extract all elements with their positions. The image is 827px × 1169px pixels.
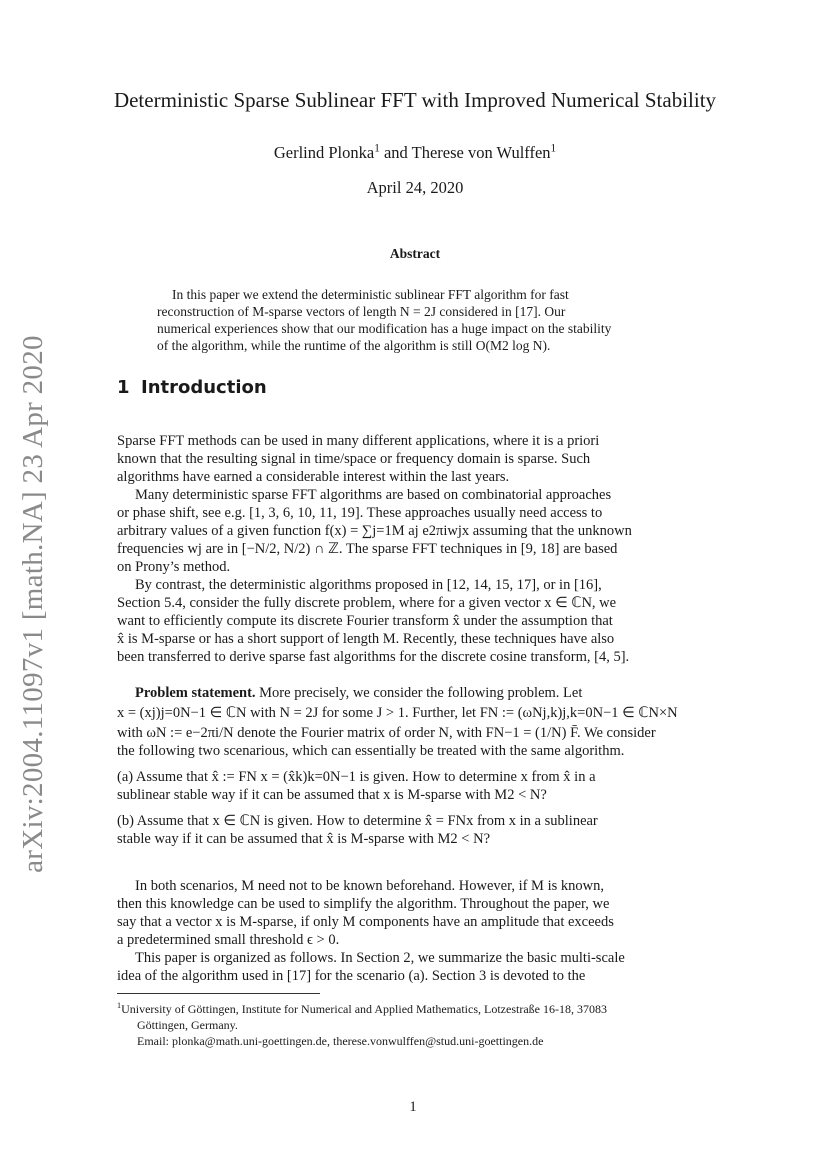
sum-formula: ∑j=1M aj e2πiwjx	[361, 523, 470, 539]
author-2-affil: 1	[550, 142, 557, 155]
body-line: with ωN := e−2πi/N denote the Fourier matrix of order N, with FN−1 = (1/N) F̄. We consider	[117, 725, 656, 741]
body-line: then this knowledge can be used to simplify the algorithm. Throughout the paper, we	[117, 896, 610, 912]
footnote-mark: 1	[117, 1001, 122, 1010]
footnote-rule	[117, 993, 320, 994]
body-line	[117, 684, 689, 702]
section-title: Introduction	[141, 377, 267, 398]
author-1: Gerlind Plonka	[273, 143, 375, 162]
scenario-a-line: (a) Assume that x̂ := FN x = (x̂k)k=0N−1 is given. How to determine x from x̂ in a	[117, 769, 596, 785]
body-line: a predetermined small threshold ϵ > 0.	[117, 932, 340, 948]
scenario-b-line: (b) Assume that x ∈ ℂN is given. How to determine x̂ = FNx from x in a sublinear	[117, 813, 598, 829]
authors-and: and	[379, 143, 412, 162]
section-number: 1	[117, 377, 130, 398]
body-line: In both scenarios, M need not to be known beforehand. However, if M is known,	[135, 878, 604, 894]
body-line: or phase shift, see e.g. [1, 3, 6, 10, 11, 19]. These approaches usually need access to	[117, 505, 603, 521]
body-text: arbitrary values of a given function f(x) =	[117, 523, 362, 539]
author-2: Therese von Wulffen	[411, 143, 551, 162]
footnote-line	[117, 1002, 607, 1017]
body-line: want to efficiently compute its discrete Fourier transform x̂ under the assumption that	[117, 613, 613, 629]
body-line	[117, 522, 689, 540]
body-line: Section 5.4, consider the fully discrete problem, where for a given vector x ∈ ℂN, we	[117, 595, 617, 611]
body-text: More precisely, we consider the following problem. Let	[255, 685, 583, 701]
abstract-line: of the algorithm, while the runtime of the algorithm is still O(M2 log N).	[157, 338, 551, 353]
footnote-line: Göttingen, Germany.	[137, 1018, 238, 1032]
body-line: on Prony’s method.	[117, 559, 231, 575]
paper-title: Deterministic Sparse Sublinear FFT with Improved Numerical Stability	[113, 88, 717, 112]
problem-statement-heading: Problem statement.	[135, 685, 256, 701]
section-heading	[117, 377, 267, 398]
abstract-line: In this paper we extend the deterministic sublinear FFT algorithm for fast	[172, 287, 569, 302]
body-line: This paper is organized as follows. In Section 2, we summarize the basic multi-scale	[135, 950, 625, 966]
abstract-line: numerical experiences show that our modification has a huge impact on the stability	[157, 321, 612, 336]
body-line: By contrast, the deterministic algorithms proposed in [12, 14, 15, 17], or in [16],	[135, 577, 602, 593]
body-text: assuming that the unknown	[469, 523, 632, 539]
arxiv-identifier: arXiv:2004.11097v1 [math.NA] 23 Apr 2020	[17, 335, 49, 873]
body-line: algorithms have earned a considerable interest within the last years.	[117, 469, 510, 485]
body-line: x = (xj)j=0N−1 ∈ ℂN with N = 2J for some J > 1. Further, let FN := (ωNj,k)j,k=0N−1 ∈ ℂN×N	[117, 705, 678, 721]
author-1-affil: 1	[374, 142, 380, 155]
page-number: 1	[409, 1099, 417, 1115]
body-line: frequencies wj are in [−N/2, N/2) ∩ ℤ. The sparse FFT techniques in [9, 18] are based	[117, 541, 618, 557]
body-line: the following two scenarious, which can essentially be treated with the same algorithm.	[117, 743, 625, 759]
body-line: known that the resulting signal in time/space or frequency domain is sparse. Such	[117, 451, 591, 467]
body-line: idea of the algorithm used in [17] for the scenario (a). Section 3 is devoted to the	[117, 968, 586, 984]
body-line: Sparse FFT methods can be used in many different applications, where it is a priori	[117, 433, 600, 449]
body-line: x̂ is M-sparse or has a short support of length M. Recently, these techniques have also	[117, 631, 615, 647]
footnote-text: University of Göttingen, Institute for Numerical and Applied Mathematics, Lotzestraße 16-18, 37083	[121, 1002, 607, 1016]
body-line: been transferred to derive sparse fast algorithms for the discrete cosine transform, [4, 5].	[117, 649, 630, 665]
scenario-a-line: sublinear stable way if it can be assumed that x is M-sparse with M2 < N?	[117, 787, 547, 803]
authors	[120, 143, 710, 163]
body-line: Many deterministic sparse FFT algorithms are based on combinatorial approaches	[135, 487, 612, 503]
footnote-email: Email: plonka@math.uni-goettingen.de, therese.vonwulffen@stud.uni-goettingen.de	[137, 1034, 544, 1048]
abstract-line: reconstruction of M-sparse vectors of length N = 2J considered in [17]. Our	[157, 304, 566, 319]
abstract-heading: Abstract	[389, 246, 441, 261]
scenario-b-line: stable way if it can be assumed that x̂ is M-sparse with M2 < N?	[117, 831, 491, 847]
body-line: say that a vector x is M-sparse, if only M components have an amplitude that exceeds	[117, 914, 614, 930]
date: April 24, 2020	[366, 178, 464, 197]
